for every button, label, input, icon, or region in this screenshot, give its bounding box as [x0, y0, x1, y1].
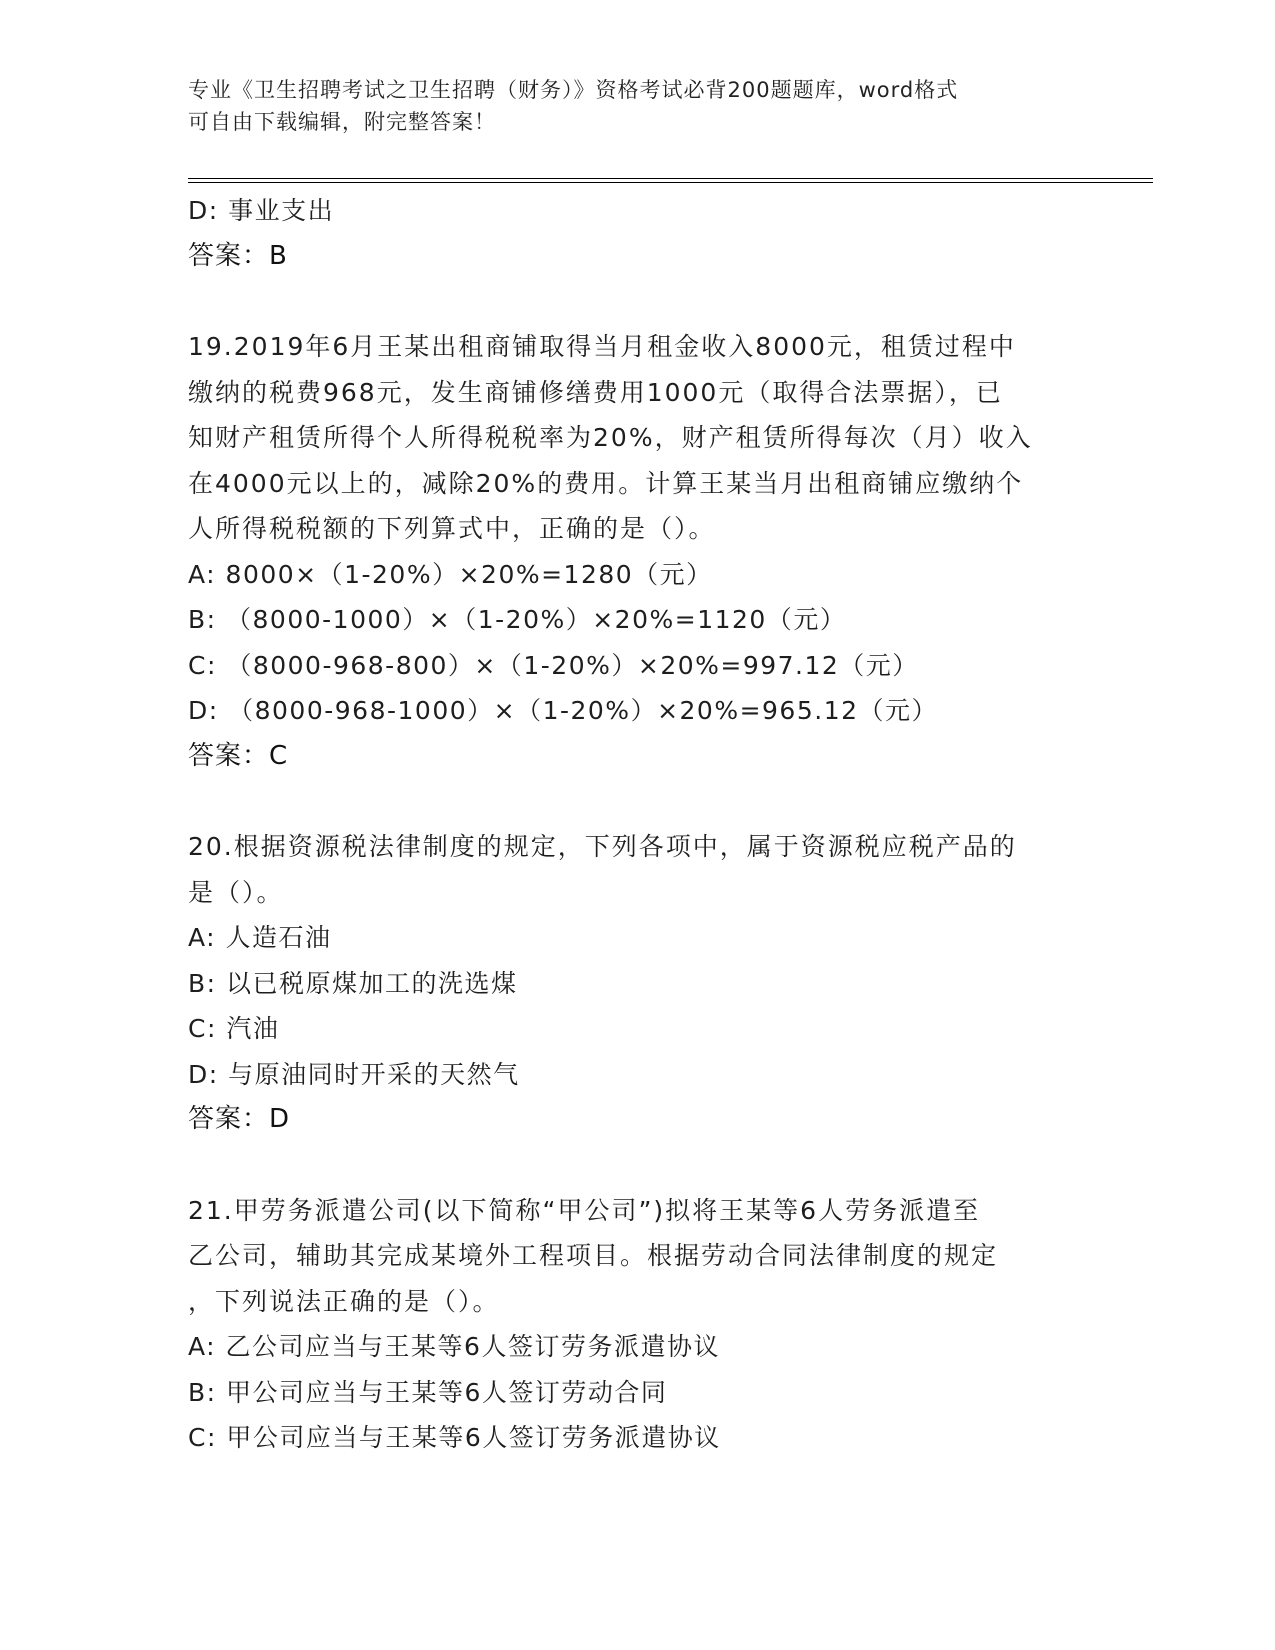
option-a: A: 8000×（1-20%）×20%=1280（元） [188, 559, 713, 589]
question-text-line: ，下列说法正确的是（）。 [188, 1286, 500, 1316]
answer: 答案：C [188, 740, 289, 771]
option-b: B: 甲公司应当与王某等6人签订劳动合同 [188, 1377, 668, 1407]
question-text-line: 乙公司，辅助其完成某境外工程项目。根据劳动合同法律制度的规定 [188, 1241, 999, 1270]
question-text-line: 21.甲劳务派遣公司(以下简称“甲公司”)拟将王某等6人劳务派遣至 [188, 1195, 981, 1225]
question-text-line: 19.2019年6月王某出租商铺取得当月租金收入8000元，租赁过程中 [188, 332, 1016, 361]
option-d: D: 事业支出 [188, 196, 335, 225]
previous-question-tail [188, 188, 1068, 279]
document-header [188, 74, 1088, 138]
option-d: D: （8000-968-1000）×（1-20%）×20%=965.12（元） [188, 696, 939, 725]
header-divider-bottom [188, 182, 1153, 183]
question-text-line: 是（）。 [188, 877, 284, 907]
option-c: C: 汽油 [188, 1014, 280, 1043]
answer: 答案：B [188, 240, 288, 271]
answer: 答案：D [188, 1104, 291, 1134]
option-b: B: 以已税原煤加工的洗选煤 [188, 968, 518, 998]
question-20 [188, 824, 1068, 1143]
option-b: B: （8000-1000）×（1-20%）×20%=1120（元） [188, 605, 847, 634]
header-line-2: 可自由下载编辑，附完整答案！ [188, 110, 496, 134]
question-text-line: 知财产租赁所得个人所得税税率为20%，财产租赁所得每次（月）收入 [188, 423, 1033, 452]
question-text-line: 人所得税税额的下列算式中，正确的是（）。 [188, 514, 716, 543]
question-21 [188, 1188, 1068, 1461]
option-d: D: 与原油同时开采的天然气 [188, 1059, 520, 1089]
document-body [188, 188, 1068, 1461]
question-19 [188, 324, 1068, 779]
option-c: C: 甲公司应当与王某等6人签订劳务派遣协议 [188, 1423, 721, 1452]
question-text-line: 缴纳的税费968元，发生商铺修缮费用1000元（取得合法票据），已 [188, 377, 1003, 407]
question-text-line: 20.根据资源税法律制度的规定，下列各项中，属于资源税应税产品的 [188, 832, 1017, 861]
question-text-line: 在4000元以上的，减除20%的费用。计算王某当月出租商铺应缴纳个 [188, 468, 1024, 498]
header-divider-top [188, 178, 1153, 179]
option-a: A: 乙公司应当与王某等6人签订劳务派遣协议 [188, 1332, 720, 1361]
option-c: C: （8000-968-800）×（1-20%）×20%=997.12（元） [188, 650, 919, 680]
header-line-1: 专业《卫生招聘考试之卫生招聘（财务）》资格考试必背200题题库，word格式 [188, 78, 959, 102]
option-a: A: 人造石油 [188, 923, 332, 952]
